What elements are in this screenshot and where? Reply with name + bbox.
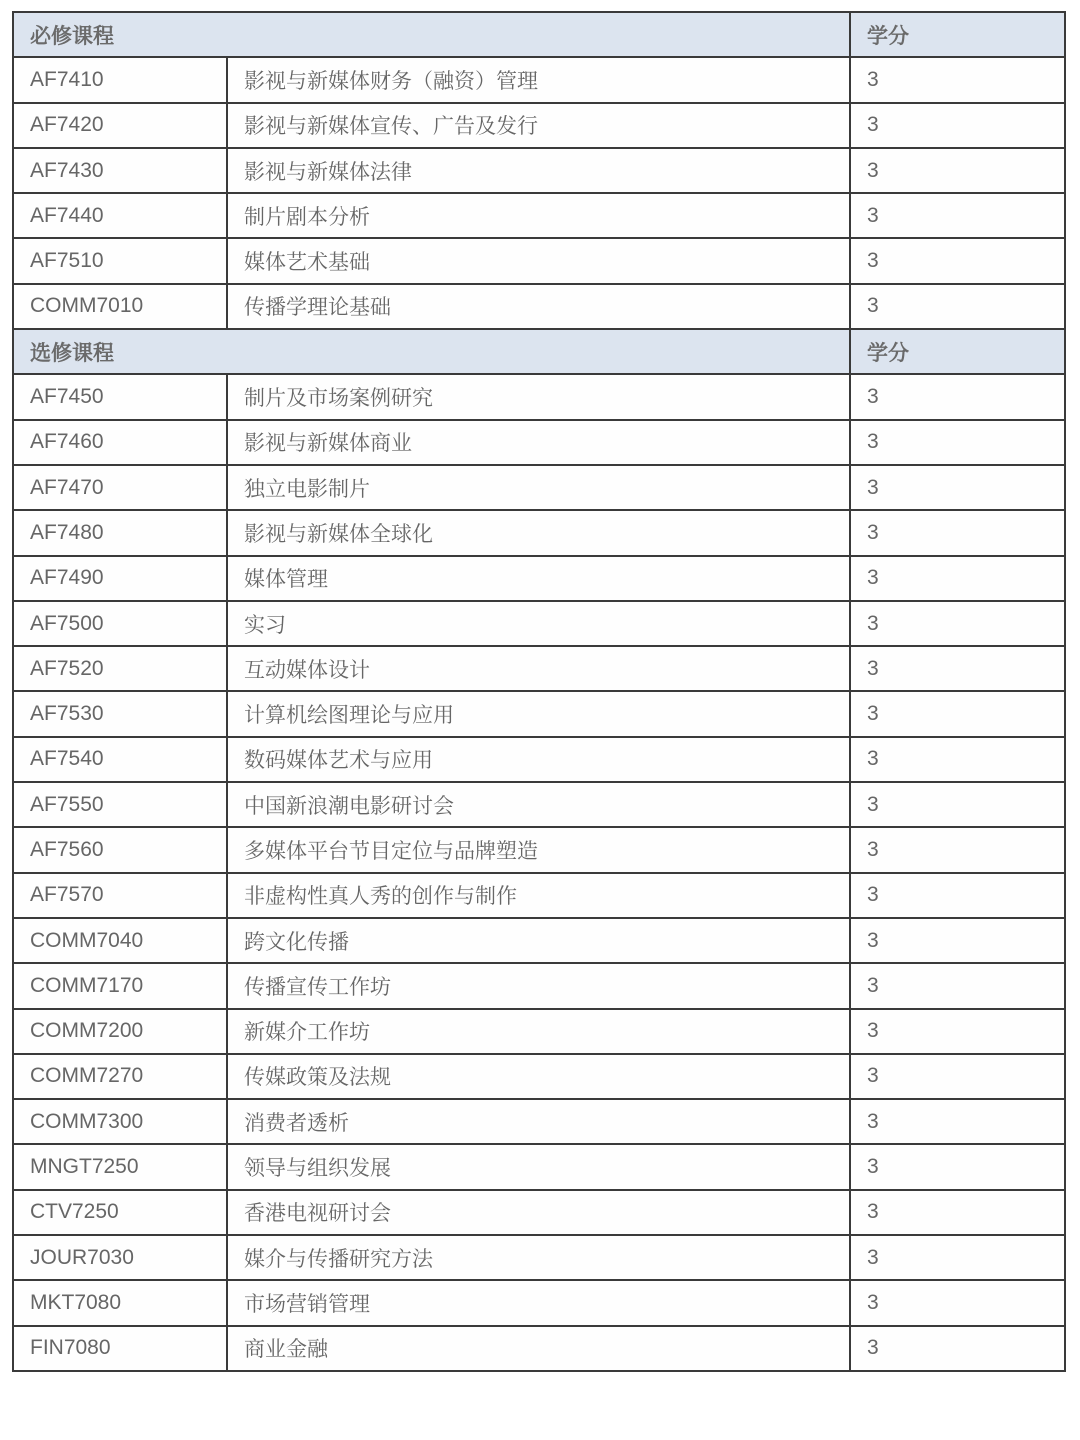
course-credit: 3 [850, 1009, 1065, 1054]
course-name: 领导与组织发展 [227, 1144, 850, 1189]
course-code: COMM7170 [13, 963, 227, 1008]
course-name: 传播宣传工作坊 [227, 963, 850, 1008]
table-row [13, 510, 1065, 555]
course-name: 影视与新媒体法律 [227, 148, 850, 193]
course-credit: 3 [850, 1144, 1065, 1189]
course-credit: 3 [850, 782, 1065, 827]
table-row [13, 963, 1065, 1008]
course-code: AF7450 [13, 374, 227, 419]
course-credit: 3 [850, 691, 1065, 736]
course-credit: 3 [850, 1099, 1065, 1144]
course-code: AF7510 [13, 238, 227, 283]
course-credit: 3 [850, 873, 1065, 918]
course-credit: 3 [850, 284, 1065, 329]
course-name: 影视与新媒体宣传、广告及发行 [227, 103, 850, 148]
course-code: AF7440 [13, 193, 227, 238]
table-row [13, 148, 1065, 193]
course-credit: 3 [850, 556, 1065, 601]
course-name: 香港电视研讨会 [227, 1190, 850, 1235]
course-credit: 3 [850, 193, 1065, 238]
course-name: 制片及市场案例研究 [227, 374, 850, 419]
course-name: 计算机绘图理论与应用 [227, 691, 850, 736]
table-row [13, 646, 1065, 691]
course-credit: 3 [850, 148, 1065, 193]
table-row [13, 737, 1065, 782]
course-name: 独立电影制片 [227, 465, 850, 510]
course-code: AF7570 [13, 873, 227, 918]
course-code: AF7470 [13, 465, 227, 510]
section-title: 必修课程 [13, 12, 850, 57]
course-name: 市场营销管理 [227, 1280, 850, 1325]
course-name: 商业金融 [227, 1326, 850, 1371]
course-code: AF7430 [13, 148, 227, 193]
course-name: 媒体艺术基础 [227, 238, 850, 283]
table-row [13, 601, 1065, 646]
course-code: AF7490 [13, 556, 227, 601]
table-row [13, 556, 1065, 601]
course-code: AF7520 [13, 646, 227, 691]
course-credit: 3 [850, 1235, 1065, 1280]
course-credit: 3 [850, 103, 1065, 148]
table-row [13, 1326, 1065, 1371]
course-name: 制片剧本分析 [227, 193, 850, 238]
course-code: JOUR7030 [13, 1235, 227, 1280]
table-row [13, 1190, 1065, 1235]
course-name: 影视与新媒体财务（融资）管理 [227, 57, 850, 102]
table-row [13, 1235, 1065, 1280]
course-code: FIN7080 [13, 1326, 227, 1371]
course-credit: 3 [850, 1326, 1065, 1371]
course-code: AF7460 [13, 420, 227, 465]
table-row [13, 1280, 1065, 1325]
course-name: 影视与新媒体全球化 [227, 510, 850, 555]
table-row [13, 193, 1065, 238]
course-name: 跨文化传播 [227, 918, 850, 963]
course-code: AF7420 [13, 103, 227, 148]
course-name: 传播学理论基础 [227, 284, 850, 329]
table-row [13, 284, 1065, 329]
table-row [13, 1009, 1065, 1054]
course-name: 数码媒体艺术与应用 [227, 737, 850, 782]
table-row [13, 465, 1065, 510]
table-row [13, 57, 1065, 102]
table-row [13, 103, 1065, 148]
table-row [13, 873, 1065, 918]
table-row [13, 420, 1065, 465]
course-code: CTV7250 [13, 1190, 227, 1235]
credit-column-header: 学分 [850, 329, 1065, 374]
course-code: AF7500 [13, 601, 227, 646]
course-name: 新媒介工作坊 [227, 1009, 850, 1054]
course-code: AF7550 [13, 782, 227, 827]
course-code: AF7560 [13, 827, 227, 872]
course-code: COMM7200 [13, 1009, 227, 1054]
course-code: AF7540 [13, 737, 227, 782]
course-code: COMM7010 [13, 284, 227, 329]
course-code: COMM7040 [13, 918, 227, 963]
table-row [13, 374, 1065, 419]
course-table-body [13, 12, 1065, 1371]
table-row [13, 782, 1065, 827]
section-title: 选修课程 [13, 329, 850, 374]
table-row [13, 827, 1065, 872]
course-credit: 3 [850, 57, 1065, 102]
table-row [13, 1054, 1065, 1099]
table-row [13, 238, 1065, 283]
course-credit: 3 [850, 918, 1065, 963]
course-credit: 3 [850, 1190, 1065, 1235]
course-credit: 3 [850, 238, 1065, 283]
course-name: 媒体管理 [227, 556, 850, 601]
course-code: MKT7080 [13, 1280, 227, 1325]
course-table [12, 11, 1066, 1372]
course-code: AF7480 [13, 510, 227, 555]
credit-column-header: 学分 [850, 12, 1065, 57]
course-code: MNGT7250 [13, 1144, 227, 1189]
course-code: COMM7270 [13, 1054, 227, 1099]
course-name: 影视与新媒体商业 [227, 420, 850, 465]
course-name: 多媒体平台节目定位与品牌塑造 [227, 827, 850, 872]
course-credit: 3 [850, 646, 1065, 691]
course-credit: 3 [850, 737, 1065, 782]
course-name: 传媒政策及法规 [227, 1054, 850, 1099]
table-row [13, 1099, 1065, 1144]
course-name: 互动媒体设计 [227, 646, 850, 691]
course-name: 中国新浪潮电影研讨会 [227, 782, 850, 827]
course-name: 实习 [227, 601, 850, 646]
table-row [13, 918, 1065, 963]
course-credit: 3 [850, 374, 1065, 419]
course-credit: 3 [850, 420, 1065, 465]
table-row [13, 1144, 1065, 1189]
course-credit: 3 [850, 827, 1065, 872]
course-credit: 3 [850, 510, 1065, 555]
course-code: AF7530 [13, 691, 227, 736]
course-credit: 3 [850, 963, 1065, 1008]
course-code: COMM7300 [13, 1099, 227, 1144]
course-credit: 3 [850, 465, 1065, 510]
course-credit: 3 [850, 1280, 1065, 1325]
course-name: 消费者透析 [227, 1099, 850, 1144]
course-code: AF7410 [13, 57, 227, 102]
required-section-header [13, 12, 1065, 57]
course-name: 非虚构性真人秀的创作与制作 [227, 873, 850, 918]
elective-section-header [13, 329, 1065, 374]
table-row [13, 691, 1065, 736]
course-credit: 3 [850, 601, 1065, 646]
course-credit: 3 [850, 1054, 1065, 1099]
course-name: 媒介与传播研究方法 [227, 1235, 850, 1280]
